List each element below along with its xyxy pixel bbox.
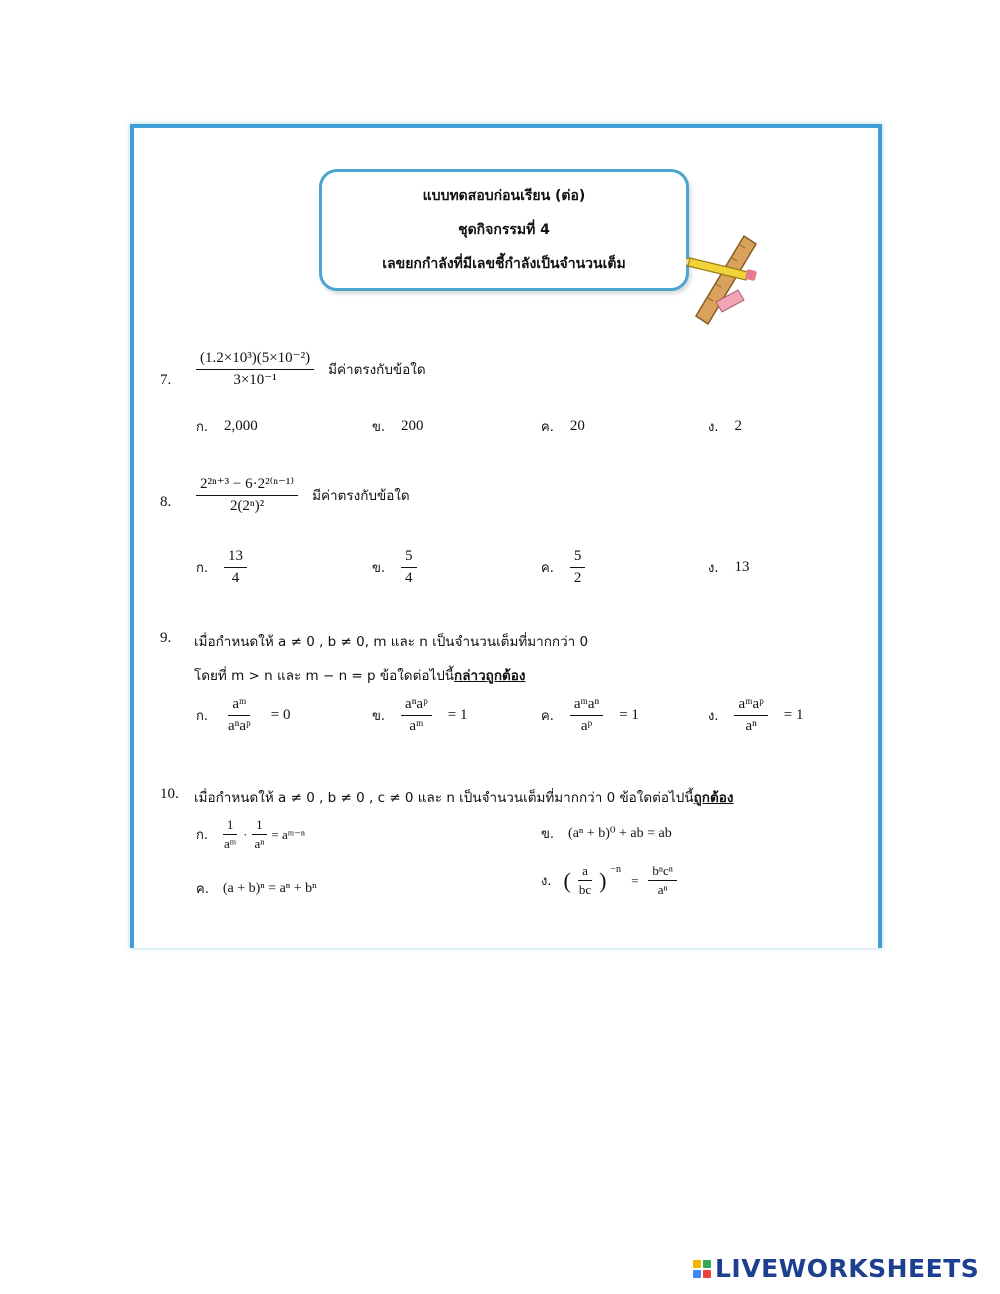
q7-prompt: มีค่าตรงกับข้อใด	[328, 362, 426, 378]
q10-option-a-expression	[220, 818, 305, 852]
q10-option-b-label: ข.	[541, 827, 555, 842]
q10-option-d-inner-fraction	[575, 864, 595, 898]
q7-option-c-value: 20	[569, 418, 585, 434]
q10-option-d-result-fraction	[648, 864, 676, 898]
q8-denominator: 2(2ⁿ)²	[229, 497, 265, 514]
q10-option-a-rhs: = aᵐ⁻ⁿ	[271, 826, 306, 842]
title-line-3: เลขยกกำลังที่มีเลขชี้กำลังเป็นจำนวนเต็ม	[382, 256, 626, 272]
title-box	[319, 169, 689, 291]
q9-option-c-num: aᵐaⁿ	[570, 696, 603, 716]
q7-option-b-label: ข.	[372, 420, 386, 435]
q9-option-c[interactable]	[541, 696, 639, 734]
q7-numerator: (1.2×10³)(5×10⁻²)	[196, 350, 314, 370]
q9-option-a-rhs: = 0	[270, 706, 291, 723]
q10-option-a-fraction-2	[250, 818, 268, 852]
q7-option-c[interactable]	[541, 416, 585, 437]
q10-option-d-result-num: bⁿcⁿ	[648, 864, 676, 881]
q9-option-a-label: ก.	[196, 708, 209, 724]
q9-option-c-rhs: = 1	[619, 706, 639, 723]
q9-line-1: เมื่อกำหนดให้ a ≠ 0 , b ≠ 0, m และ n เป็นจำนวนเต็มที่มากกว่า 0	[194, 634, 589, 650]
q9-option-d[interactable]	[708, 696, 804, 734]
q10-option-a-fraction-1	[220, 818, 240, 852]
q7-option-d-label: ง.	[708, 420, 719, 435]
q9-option-d-den: aⁿ	[745, 717, 757, 734]
q8-option-a-den: 4	[231, 569, 240, 586]
q10-option-a[interactable]	[196, 818, 305, 852]
q9-line-2-text: โดยที่ m > n และ m − n = p ข้อใดต่อไปนี้	[194, 668, 455, 684]
q8-numerator: 2²ⁿ⁺³ − 6·2²⁽ⁿ⁻¹⁾	[196, 476, 298, 496]
q10-number: 10.	[160, 786, 179, 802]
q9-option-d-rhs: = 1	[783, 706, 804, 723]
q9-option-b[interactable]	[372, 696, 467, 734]
q9-line-2-emphasis: กล่าวถูกต้อง	[454, 668, 526, 684]
q8-fraction	[196, 476, 298, 514]
q10-option-d-inner-den: bc	[578, 882, 592, 898]
title-line-2: ชุดกิจกรรมที่ 4	[458, 222, 550, 238]
q9-line-2	[194, 664, 525, 686]
q10-option-d[interactable]	[541, 864, 677, 898]
q8-option-b-num: 5	[401, 548, 417, 568]
q10-option-c-label: ค.	[196, 882, 209, 897]
q7-option-a[interactable]	[196, 416, 258, 437]
q10-line-1	[194, 786, 733, 808]
q8-question	[196, 476, 410, 514]
q10-option-d-result-den: aⁿ	[657, 882, 668, 898]
liveworksheets-logo[interactable]	[693, 1254, 979, 1283]
q9-option-b-den: aᵐ	[409, 717, 424, 734]
q8-option-a-fraction	[224, 548, 247, 586]
logo-grid-icon	[693, 1260, 711, 1278]
q10-option-d-label: ง.	[541, 874, 552, 890]
q7-number: 7.	[160, 372, 172, 388]
q10-option-d-exponent: −n	[610, 864, 622, 875]
ruler-pencil-icon	[686, 232, 762, 326]
q7-option-b-value: 200	[401, 418, 424, 434]
q10-option-a-label: ก.	[196, 828, 209, 844]
q8-option-d-label: ง.	[708, 561, 719, 576]
q8-option-a-label: ก.	[196, 560, 209, 576]
q8-option-a-num: 13	[224, 548, 247, 568]
q8-option-b-label: ข.	[372, 560, 386, 576]
q7-question	[196, 350, 426, 388]
q10-option-c[interactable]	[196, 878, 317, 899]
q9-option-d-fraction	[734, 696, 767, 734]
q10-option-b[interactable]	[541, 823, 672, 844]
q10-option-a-dot: ·	[243, 826, 248, 842]
q9-option-c-fraction	[570, 696, 603, 734]
q8-option-c[interactable]	[541, 548, 585, 586]
q8-option-a[interactable]	[196, 548, 247, 586]
q9-option-b-label: ข.	[372, 708, 386, 724]
q8-prompt: มีค่าตรงกับข้อใด	[312, 488, 410, 504]
brand-text: LIVEWORKSHEETS	[715, 1254, 980, 1283]
q8-option-c-den: 2	[573, 569, 582, 586]
q10-line-1-emphasis: ถูกต้อง	[693, 790, 734, 806]
q7-option-d[interactable]	[708, 416, 742, 437]
q8-number: 8.	[160, 494, 172, 510]
q10-option-a-num-1: 1	[223, 818, 238, 835]
q8-option-b[interactable]	[372, 548, 417, 586]
q9-number: 9.	[160, 630, 172, 646]
q8-option-d-value: 13	[734, 559, 750, 575]
q8-option-c-label: ค.	[541, 560, 554, 576]
q10-line-1-text: เมื่อกำหนดให้ a ≠ 0 , b ≠ 0 , c ≠ 0 และ n เป็นจำนวนเต็มที่มากกว่า 0 ข้อใดต่อไปนี้	[194, 790, 694, 806]
q7-option-d-value: 2	[734, 418, 742, 434]
q10-option-a-num-2: 1	[252, 818, 267, 835]
q9-option-a-num: aᵐ	[228, 696, 250, 716]
q9-option-b-fraction	[401, 696, 432, 734]
q10-option-d-equals: =	[631, 872, 639, 888]
q10-option-b-expression: (aⁿ + b)⁰ + ab = ab	[568, 826, 672, 841]
q10-option-a-den-2: aⁿ	[254, 836, 265, 852]
q7-denominator: 3×10⁻¹	[233, 371, 277, 388]
q10-option-a-den-1: aᵐ	[224, 836, 237, 852]
q10-option-c-expression: (a + b)ⁿ = aⁿ + bⁿ	[222, 880, 317, 896]
q7-option-a-value: 2,000	[224, 418, 258, 434]
q9-option-c-label: ค.	[541, 708, 554, 724]
q8-option-c-fraction	[570, 548, 586, 586]
q9-option-b-num: aⁿaᵖ	[401, 696, 432, 716]
q8-option-b-den: 4	[405, 569, 413, 586]
q9-option-a[interactable]	[196, 696, 290, 734]
q7-fraction	[196, 350, 314, 388]
q9-option-a-fraction	[224, 696, 255, 734]
q8-option-b-fraction	[401, 548, 417, 586]
q9-option-d-label: ง.	[708, 708, 719, 724]
q10-option-d-inner-num: a	[578, 864, 592, 881]
q7-option-a-label: ก.	[196, 420, 209, 435]
q9-option-a-den: aⁿaᵖ	[228, 717, 251, 734]
q9-option-d-num: aᵐaᵖ	[734, 696, 767, 716]
q7-option-c-label: ค.	[541, 420, 554, 435]
q8-option-d[interactable]	[708, 557, 749, 578]
q7-option-b[interactable]	[372, 416, 424, 437]
q9-option-c-den: aᵖ	[580, 717, 593, 734]
q8-option-c-num: 5	[570, 548, 586, 568]
q9-option-b-rhs: = 1	[447, 706, 468, 723]
title-line-1: แบบทดสอบก่อนเรียน (ต่อ)	[422, 188, 586, 204]
q10-option-d-expression: ( $\frac{a}{bc}$ ) $^{-n}$ = $\frac{\text{bⁿcⁿ}}{\text{aⁿ}}$	[563, 864, 676, 898]
